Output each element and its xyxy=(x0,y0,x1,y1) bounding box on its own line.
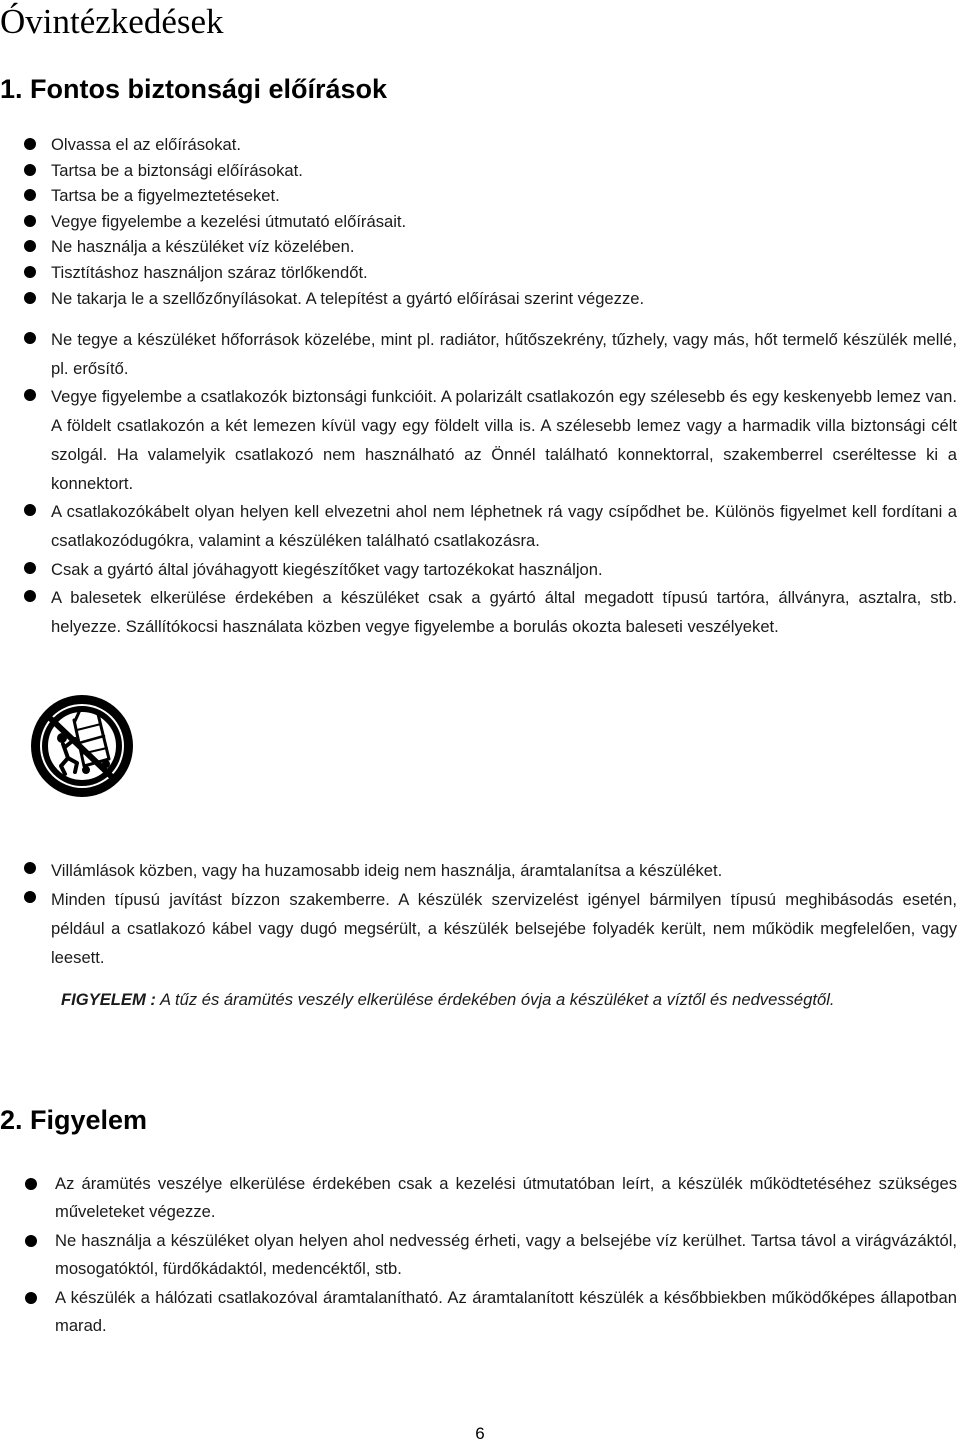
list-item: Ne tegye a készüléket hőforrások közelébe, mint pl. radiátor, hűtőszekrény, tűzhely, vagy más, hőt termelő készülék mellé, pl. erősítő. xyxy=(0,326,957,383)
page-title: Óvintézkedések xyxy=(0,2,224,41)
list-item: Olvassa el az előírásokat. xyxy=(0,132,957,158)
safety-list-service xyxy=(0,856,957,972)
section-1-heading: 1. Fontos biztonsági előírások xyxy=(0,74,388,104)
list-item: Ne használja a készüléket víz közelében. xyxy=(0,234,957,260)
list-item: Ne takarja le a szellőzőnyílásokat. A telepítést a gyártó előírásai szerint végezze. xyxy=(0,286,957,312)
list-item: A csatlakozókábelt olyan helyen kell elvezetni ahol nem léphetnek rá vagy csípődhet be. Különös figyelmet kell fordítani a csatlakozódugókra, valamint a készüléken található csatlakozásra. xyxy=(0,498,957,555)
list-item: Csak a gyártó által jóváhagyott kiegészítőket vagy tartozékokat használjon. xyxy=(0,556,957,585)
list-item: Ne használja a készüléket olyan helyen ahol nedvesség érheti, vagy a belsejébe víz kerülhet. Tartsa távol a virágvázáktól, mosogatóktól, fürdőkádaktól, medencéktől, stb. xyxy=(0,1227,957,1284)
warning-label: FIGYELEM : xyxy=(61,990,156,1009)
list-item: A balesetek elkerülése érdekében a készüléket csak a gyártó által megadott típusú tartóra, állványra, asztalra, stb. helyezze. Szállítókocsi használata közben vegye figyelembe a borulás okozta baleseti veszélyeket. xyxy=(0,584,957,641)
list-item: Minden típusú javítást bízzon szakemberre. A készülék szervizelést igényel bármilyen típusú meghibásodás esetén, például a csatlakozó kábel vagy dugó megsérült, a készülék belsejébe folyadék került, nem működik megfelelően, vagy leesett. xyxy=(0,885,957,972)
section-2-heading: 2. Figyelem xyxy=(0,1105,148,1135)
fire-warning xyxy=(61,988,956,1012)
safety-list-basic xyxy=(0,132,957,311)
no-cart-tip-over-icon xyxy=(28,692,136,800)
list-item: Tisztításhoz használjon száraz törlőkendőt. xyxy=(0,260,957,286)
list-item: Vegye figyelembe a csatlakozók biztonsági funkcióit. A polarizált csatlakozón egy szélesebb és egy keskenyebb lemez van. A földelt csatlakozón a két lemezen kívül vagy egy földelt villa is. A szélesebb lemez vagy a harmadik villa biztonsági célt szolgál. Ha valamelyik csatlakozó nem használható az Önnél található konnektorral, szakemberrel cseréltesse ki a konnektort. xyxy=(0,383,957,498)
list-item: Tartsa be a biztonsági előírásokat. xyxy=(0,158,957,184)
warning-text: A tűz és áramütés veszély elkerülése érdekében óvja a készüléket a víztől és nedvességtől. xyxy=(159,990,835,1009)
list-item: Tartsa be a figyelmeztetéseket. xyxy=(0,183,957,209)
list-item: A készülék a hálózati csatlakozóval áramtalanítható. Az áramtalanított készülék a későbbiekben működőképes állapotban marad. xyxy=(0,1284,957,1341)
list-item: Az áramütés veszélye elkerülése érdekében csak a kezelési útmutatóban leírt, a készülék működtetéséhez szükséges műveleteket végezze. xyxy=(0,1170,957,1227)
page-number: 6 xyxy=(475,1424,485,1443)
attention-list xyxy=(0,1170,957,1340)
list-item: Villámlások közben, vagy ha huzamosabb ideig nem használja, áramtalanítsa a készüléket. xyxy=(0,856,957,885)
list-item: Vegye figyelembe a kezelési útmutató előírásait. xyxy=(0,209,957,235)
safety-list-detailed xyxy=(0,326,957,642)
